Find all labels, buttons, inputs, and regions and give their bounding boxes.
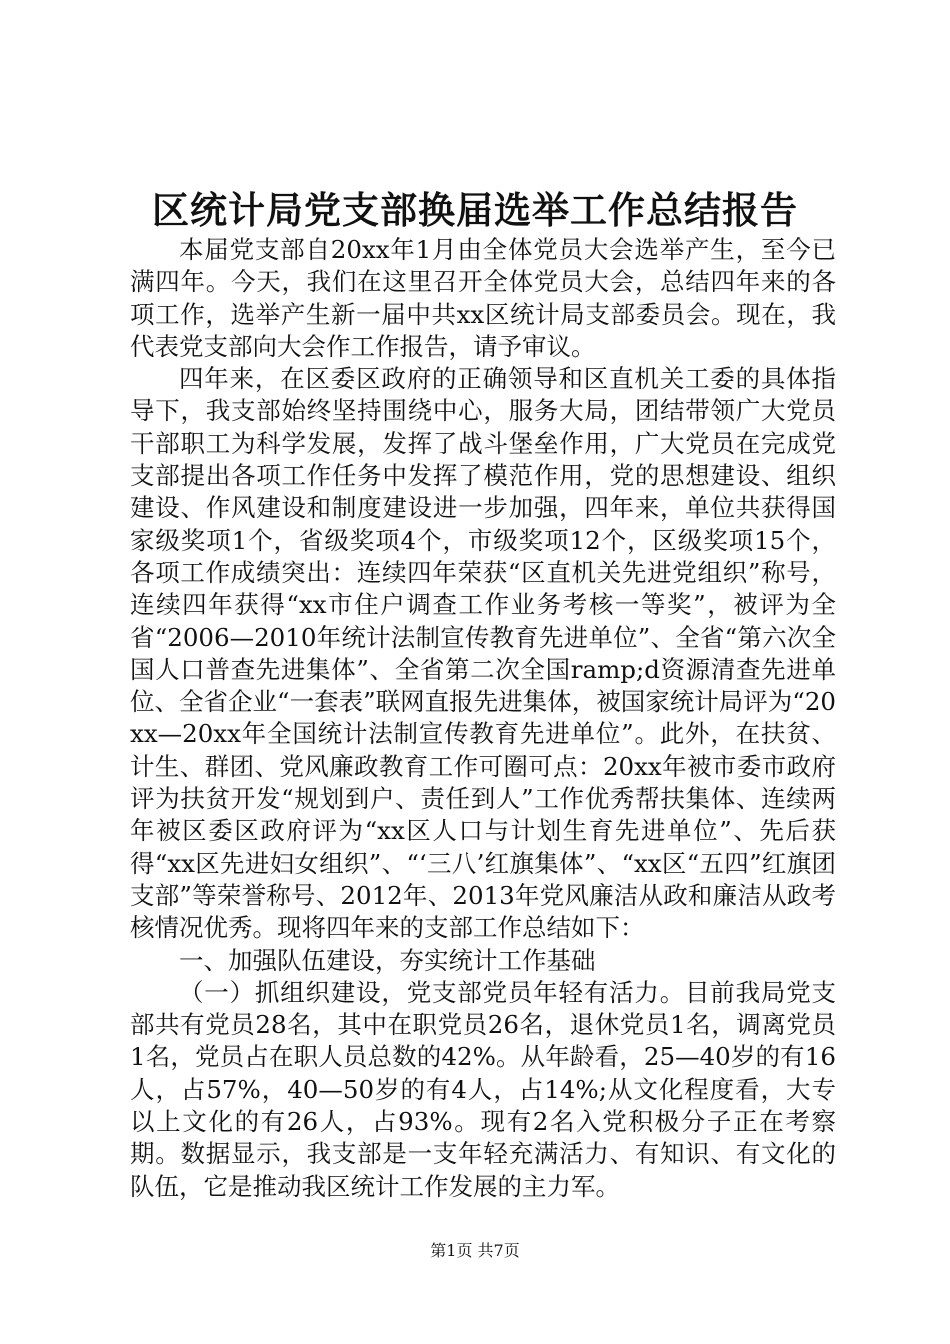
document-title: 区统计局党支部换届选举工作总结报告 <box>152 188 798 232</box>
paragraph-intro: 本届党支部自20xx年1月由全体党员大会选举产生，至今已满四年。今天，我们在这里召开全体党员大会，总结四年来的各项工作，选举产生新一届中共xx区统计局支部委员会。现在，我代表党支部向大会作工作报告，请予审议。 <box>130 235 836 361</box>
paragraph-organization: （一）抓组织建设，党支部党员年轻有活力。目前我局党支部共有党员28名，其中在职党员26名，退休党员1名，调离党员1名，党员占在职人员总数的42%。从年龄看，25—40岁的有16人，占57%，40—50岁的有4人，占14%;从文化程度看，大专以上文化的有26人，占93%。现有2名入党积极分子正在考察期。数据显示，我支部是一支年轻充满活力、有知识、有文化的队伍，它是推动我区统计工作发展的主力军。 <box>130 977 836 1201</box>
section-heading: 一、加强队伍建设，夯实统计工作基础 <box>179 945 596 975</box>
paragraph-achievements: 四年来，在区委区政府的正确领导和区直机关工委的具体指导下，我支部始终坚持围绕中心，服务大局，团结带领广大党员干部职工为科学发展，发挥了战斗堡垒作用，广大党员在完成党支部提出各项工作任务中发挥了模范作用，党的思想建设、组织建设、作风建设和制度建设进一步加强，四年来，单位共获得国家级奖项1个，省级奖项4个，市级奖项12个，区级奖项15个，各项工作成绩突出：连续四年荣获“区直机关先进党组织”称号，连续四年获得“xx市住户调查工作业务考核一等奖”，被评为全省“2006—2010年统计法制宣传教育先进单位”、全省“第六次全国人口普查先进集体”、全省第二次全国ramp;d资源清查先进单位、全省企业“一套表”联网直报先进集体，被国家统计局评为“20xx—20xx年全国统计法制宣传教育先进单位”。此外，在扶贫、计生、群团、党风廉政教育工作可圈可点：20xx年被市委市政府评为扶贫开发“规划到户、责任到人”工作优秀帮扶集体、连续两年被区委区政府评为“xx区人口与计划生育先进单位”、先后获得“xx区先进妇女组织”、“‘三八’红旗集体”、“xx区“五四”红旗团支部”等荣誉称号、2012年、2013年党风廉洁从政和廉洁从政考核情况优秀。现将四年来的支部工作总结如下： <box>130 364 836 943</box>
document-body <box>130 234 836 1203</box>
page-number-footer: 第1页 共7页 <box>430 1241 520 1260</box>
